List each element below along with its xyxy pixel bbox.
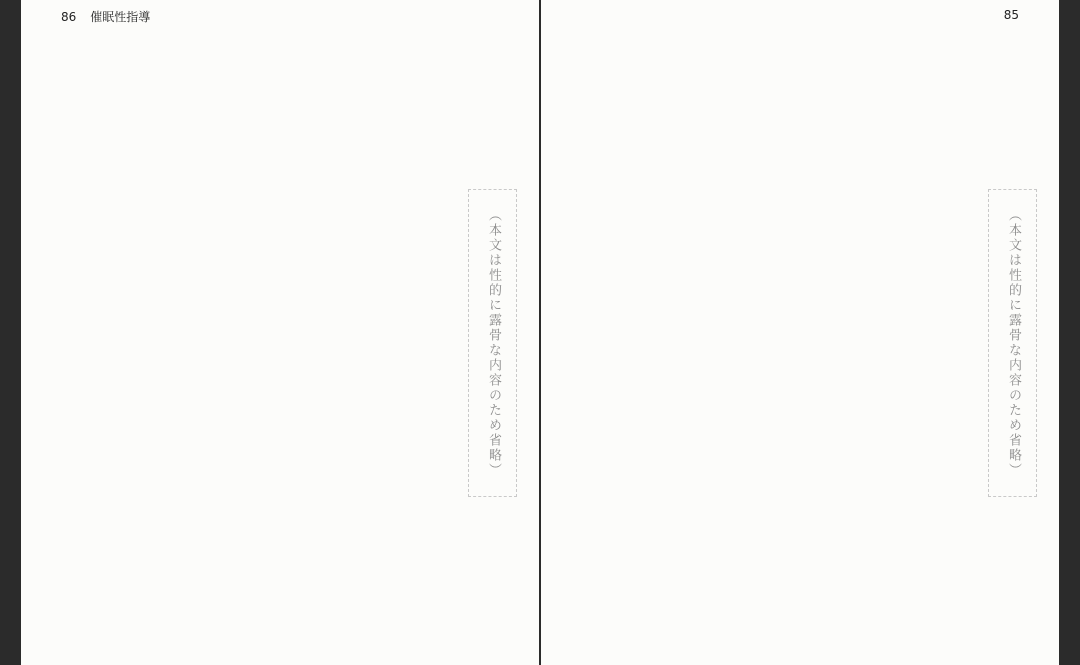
running-title: 催眠性指導 — [90, 10, 151, 24]
page-left — [21, 0, 539, 665]
page-right — [541, 0, 1059, 665]
redaction-note-left: （本文は性的に露骨な内容のため省略） — [468, 189, 517, 497]
page-number-right: 85 — [1003, 8, 1019, 22]
page-right-text — [563, 34, 1037, 651]
page-left-header — [61, 8, 150, 25]
page-right-header — [1004, 8, 1019, 22]
redaction-note-right: （本文は性的に露骨な内容のため省略） — [988, 189, 1037, 497]
page-number-left: 86 — [61, 10, 77, 24]
page-left-text — [43, 34, 517, 651]
